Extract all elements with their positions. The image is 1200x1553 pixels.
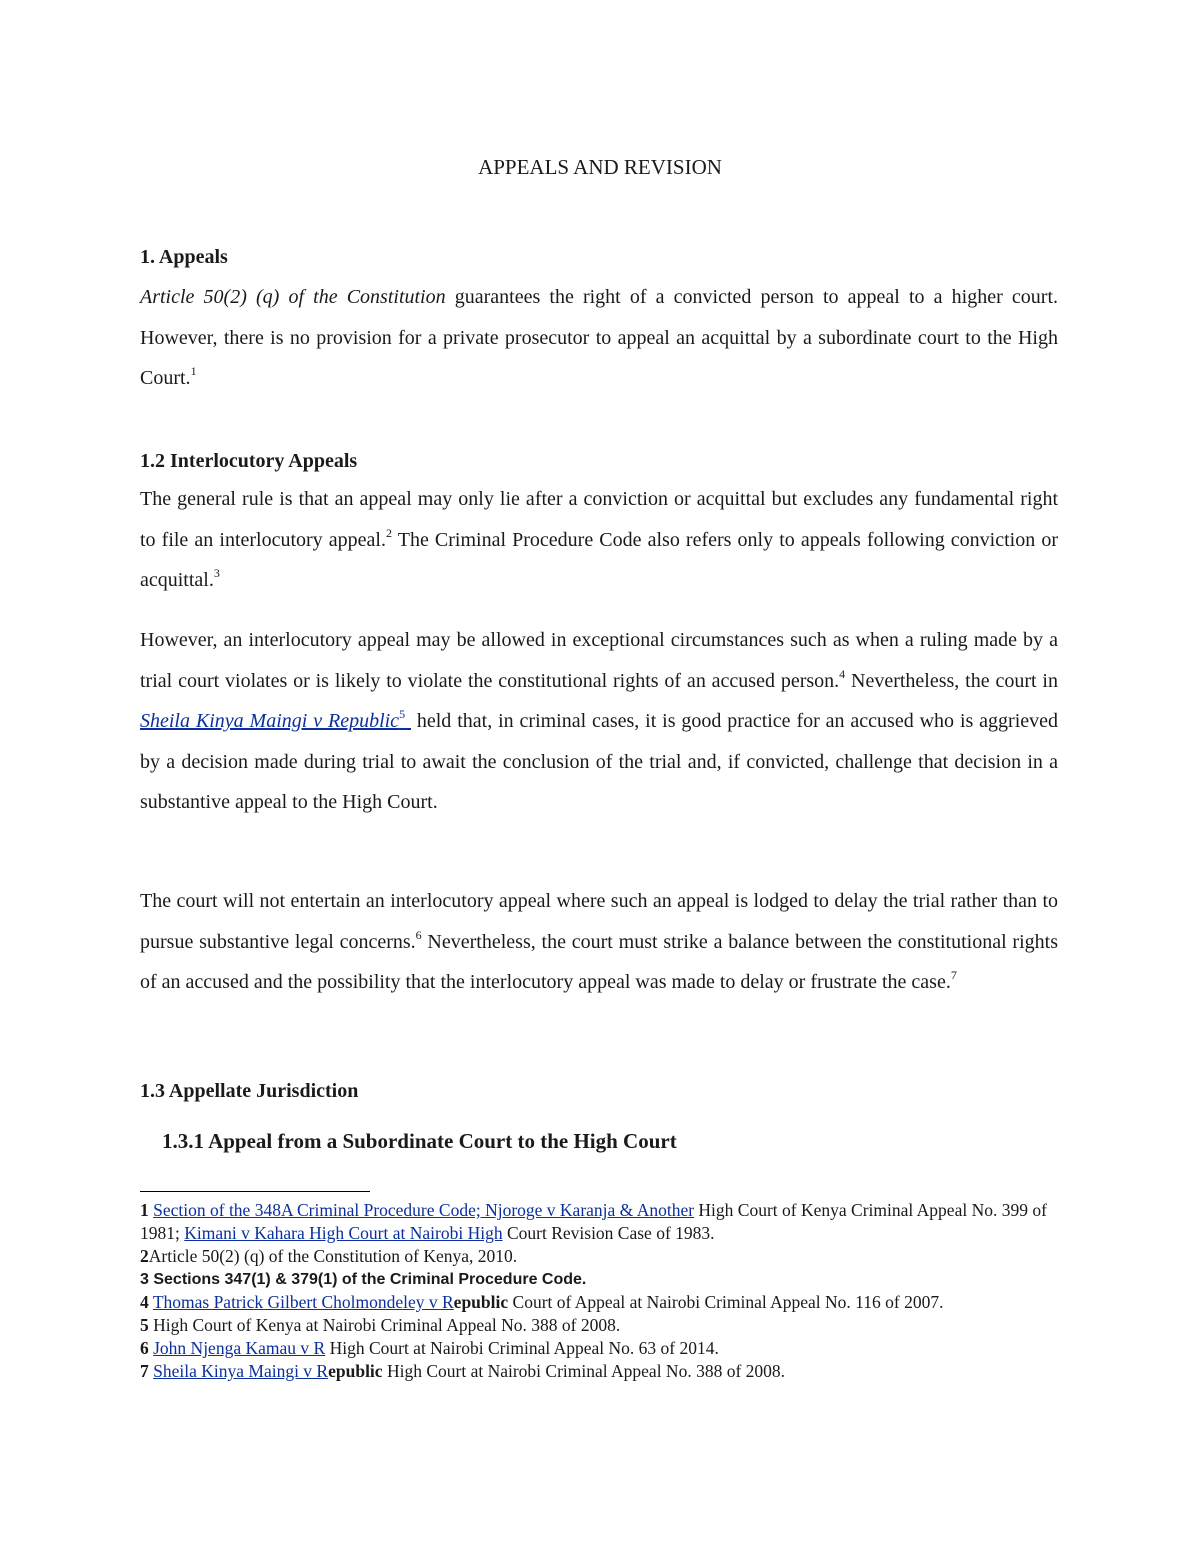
footnote-5: 5 High Court of Kenya at Nairobi Criminal Appeal No. 388 of 2008. (140, 1315, 621, 1335)
footnote-ref-4[interactable]: 4 (839, 666, 846, 681)
case-link-sheila-kinya-maingi[interactable]: Sheila Kinya Maingi v Republic$^5$ (140, 707, 406, 732)
subsection-heading-subordinate-court: 1.3.1 Appeal from a Subordinate Court to the High Court (162, 1129, 677, 1153)
footnote-6: 6 John Njenga Kamau v R High Court at Nairobi Criminal Appeal No. 63 of 2014. (140, 1338, 719, 1358)
footnote-1-link-a[interactable]: Section of the 348A Criminal Procedure Code; Njoroge v Karanja & Another (153, 1200, 695, 1220)
footnote-4-link[interactable]: Thomas Patrick Gilbert Cholmondeley v R (152, 1292, 454, 1312)
footnote-3: 3 Sections 347(1) & 379(1) of the Criminal Procedure Code. (140, 1271, 587, 1288)
footnotes (140, 1199, 1058, 1383)
footnote-4: 4 Thomas Patrick Gilbert Cholmondeley v Republic Court of Appeal at Nairobi Criminal Appeal No. 116 of 2007. (140, 1292, 944, 1312)
footnote-ref-5[interactable]: 5 (399, 707, 406, 721)
footnote-7: 7 Sheila Kinya Maingi v Republic High Court at Nairobi Criminal Appeal No. 388 of 2008. (140, 1361, 786, 1381)
paragraph-general-rule: The general rule is that an appeal may only lie after a conviction or acquittal but excludes any fundamental right to file an interlocutory appeal.$^2$ The Criminal Procedure Code also refers only to appeals following conviction or acquittal.$^3$ (140, 488, 1058, 591)
section-heading-appeals: 1. Appeals (140, 246, 228, 268)
footnote-7-link[interactable]: Sheila Kinya Maingi v R (153, 1361, 329, 1381)
footnote-separator (140, 1191, 370, 1192)
footnote-ref-1[interactable]: 1 (190, 364, 197, 378)
footnote-ref-3[interactable]: 3 (213, 566, 220, 580)
footnote-2: 2Article 50(2) (q) of the Constitution of Kenya, 2010. (140, 1246, 518, 1266)
section-heading-interlocutory-appeals: 1.2 Interlocutory Appeals (140, 450, 358, 472)
footnote-ref-6[interactable]: 6 (415, 927, 422, 942)
footnote-1-link-b[interactable]: Kimani v Kahara High Court at Nairobi High (184, 1223, 503, 1243)
page-title: APPEALS AND REVISION (478, 155, 722, 179)
paragraph-exceptional-circumstances: However, an interlocutory appeal may be allowed in exceptional circumstances such as when a ruling made by a trial court violates or is likely to violate the constitutional rights of an accused person.$^4$ Nevertheless, the court in Sheila Kinya Maingi v Republic$^5$ held that, in criminal cases, it is good practice for an accused who is aggrieved by a decision made during trial to await the conclusion of the trial and, if convicted, challenge that decision in a substantive appeal to the High Court. (140, 629, 1059, 813)
constitution-citation: Article 50(2) (q) of the Constitution (140, 286, 446, 308)
footnote-ref-2[interactable]: 2 (385, 525, 392, 540)
paragraph-delay: The court will not entertain an interlocutory appeal where such an appeal is lodged to delay the trial rather than to pursue substantive legal concerns.$^6$ Nevertheless, the court must strike a balance between the constitutional rights of an accused and the possibility that the interlocutory appeal was made to delay or frustrate the case.$^7$ (140, 890, 1058, 993)
section-heading-appellate-jurisdiction: 1.3 Appellate Jurisdiction (140, 1080, 359, 1102)
footnote-1: 1 Section of the 348A Criminal Procedure Code; Njoroge v Karanja & Another High Court of Kenya Criminal Appeal No. 399 of 1981; Kimani v Kahara High Court at Nairobi High Court Revision Case of 1983. (140, 1200, 1047, 1243)
footnote-ref-7[interactable]: 7 (950, 968, 957, 982)
paragraph-appeals: Article 50(2) (q) of the Constitution guarantees the right of a convicted person to appeal to a higher court. However, there is no provision for a private prosecutor to appeal an acquittal by a subordinate court to the High Court.$^1$ (140, 286, 1058, 389)
footnote-6-link[interactable]: John Njenga Kamau v R (153, 1338, 326, 1358)
